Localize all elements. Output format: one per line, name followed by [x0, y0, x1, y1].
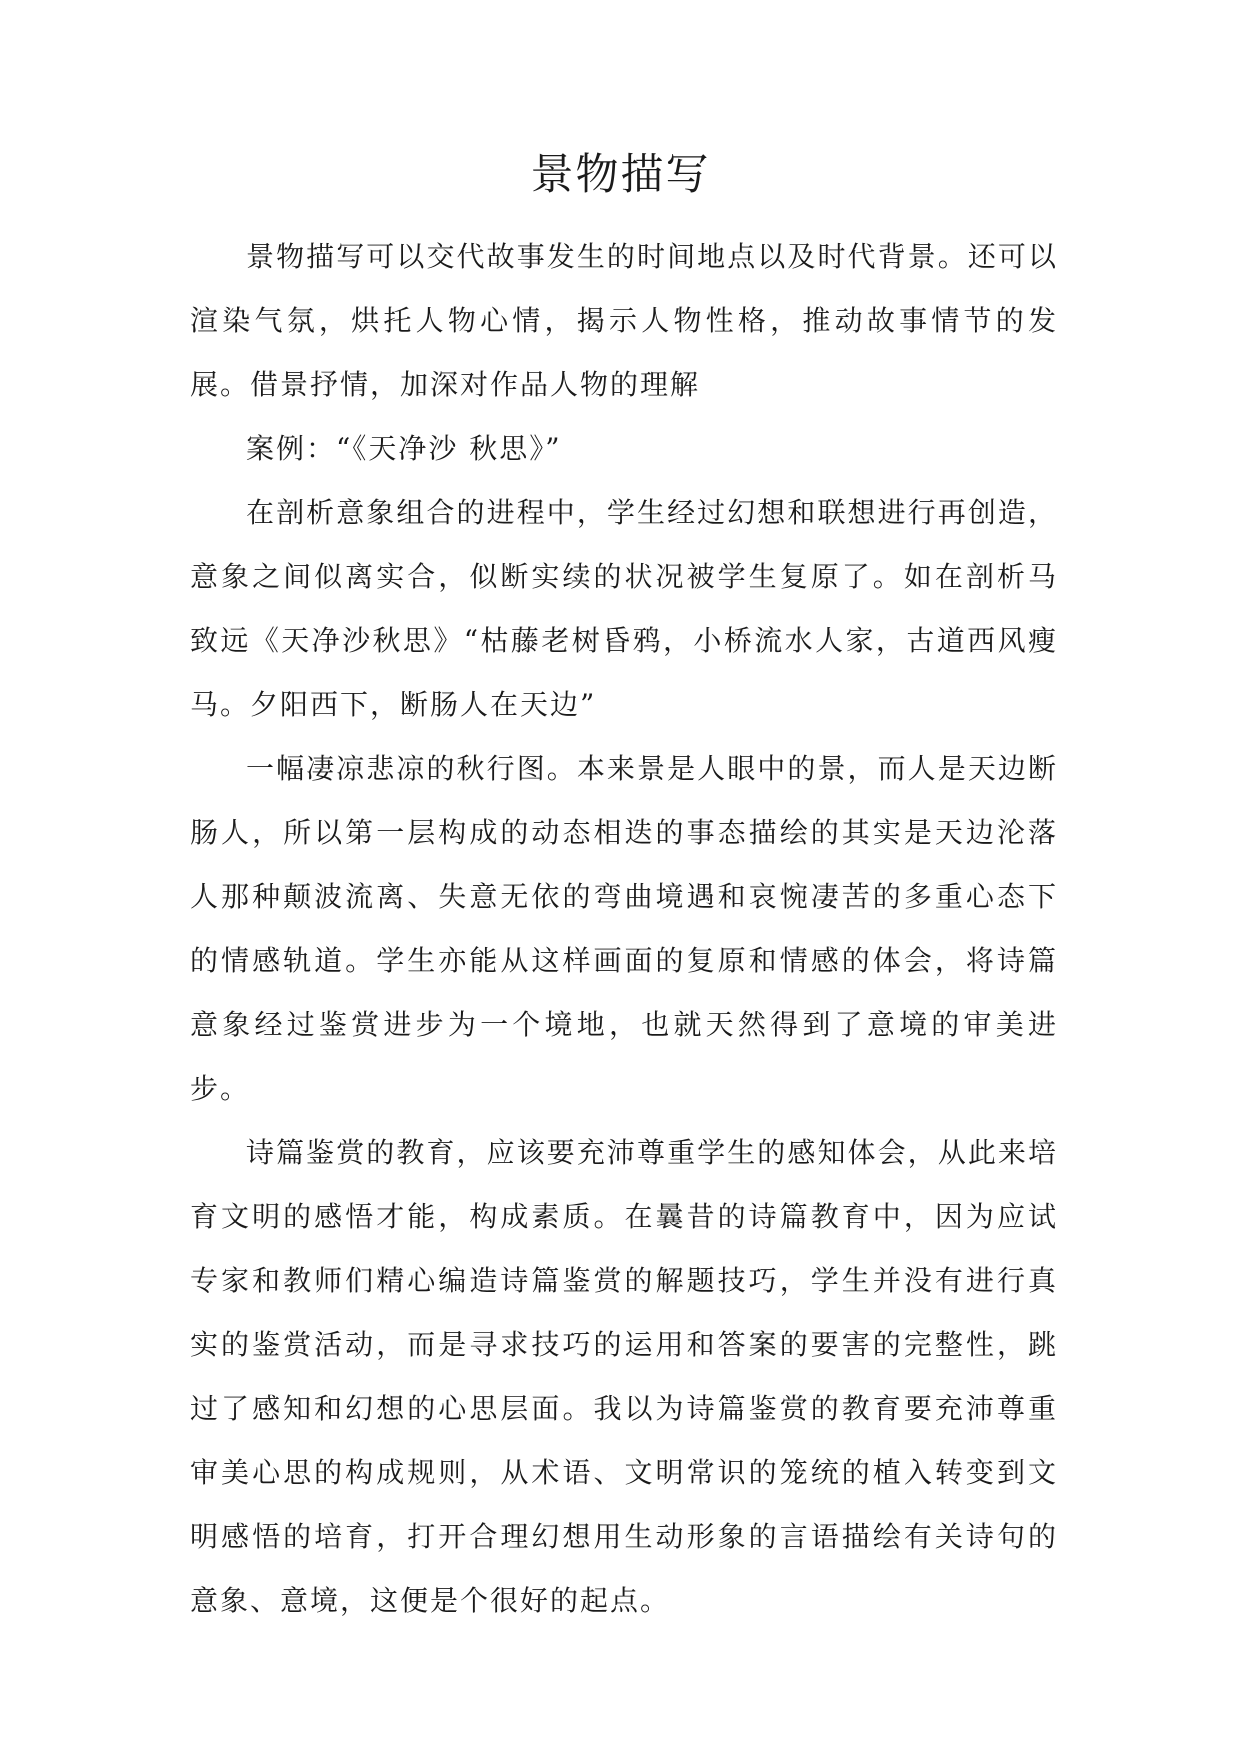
document-body — [190, 225, 1058, 1633]
document-title: 景物描写 — [530, 150, 711, 200]
paragraph-example-label: 案例：“《天净沙 秋思》” — [246, 432, 562, 465]
paragraph-analysis: 在剖析意象组合的进程中，学生经过幻想和联想进行再创造，意象之间似离实合，似断实续的状况被学生复原了。如在剖析马致远《天净沙秋思》“枯藤老树昏鸦，小桥流水人家，古道西风瘦马。夕阳西下，断肠人在天边” — [190, 496, 1058, 721]
paragraph-teaching: 诗篇鉴赏的教育，应该要充沛尊重学生的感知体会，从此来培育文明的感悟才能，构成素质。在曩昔的诗篇教育中，因为应试专家和教师们精心编造诗篇鉴赏的解题技巧，学生并没有进行真实的鉴赏活动，而是寻求技巧的运用和答案的要害的完整性，跳过了感知和幻想的心思层面。我以为诗篇鉴赏的教育要充沛尊重审美心思的构成规则，从术语、文明常识的笼统的植入转变到文明感悟的培育，打开合理幻想用生动形象的言语描绘有关诗句的意象、意境，这便是个很好的起点。 — [190, 1136, 1058, 1617]
paragraph-scene: 一幅凄凉悲凉的秋行图。本来景是人眼中的景，而人是天边断肠人，所以第一层构成的动态相迭的事态描绘的其实是天边沦落人那种颠波流离、失意无依的弯曲境遇和哀惋凄苦的多重心态下的情感轨道。学生亦能从这样画面的复原和情感的体会，将诗篇意象经过鉴赏进步为一个境地，也就天然得到了意境的审美进步。 — [190, 752, 1058, 1105]
paragraph-intro: 景物描写可以交代故事发生的时间地点以及时代背景。还可以渲染气氛，烘托人物心情，揭示人物性格，推动故事情节的发展。借景抒情，加深对作品人物的理解 — [190, 240, 1058, 401]
